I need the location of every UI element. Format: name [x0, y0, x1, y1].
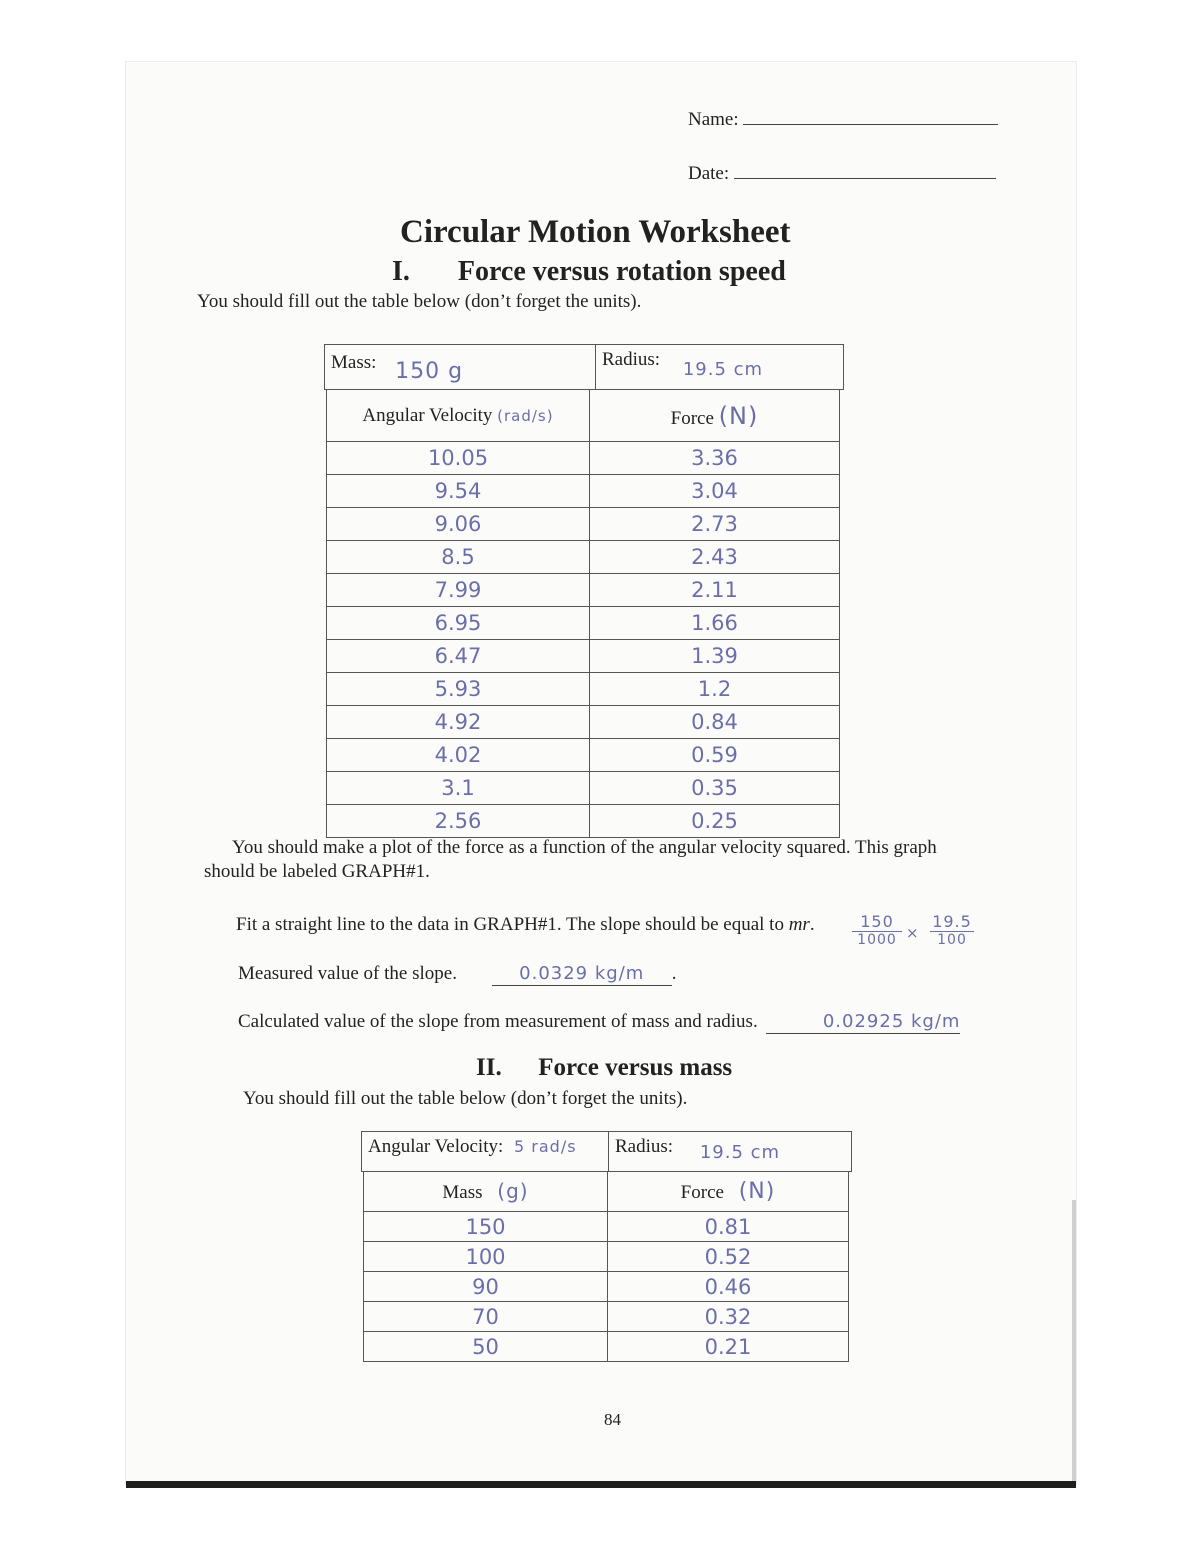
date-line	[734, 160, 996, 179]
table-cell: 0.81	[608, 1212, 849, 1242]
section-2-numeral: II.	[476, 1054, 502, 1081]
table-row	[364, 1272, 849, 1302]
table-row	[364, 1332, 849, 1362]
page-edge-shadow	[1072, 1200, 1076, 1485]
mass-value: 150 g	[395, 359, 464, 384]
table-cell: 100	[364, 1242, 608, 1272]
table-cell: 0.25	[590, 805, 840, 838]
table-row	[327, 739, 840, 772]
table-row	[364, 1212, 849, 1242]
table-1-params	[324, 344, 844, 390]
table-row	[364, 1242, 849, 1272]
fit-text: Fit a straight line to the data in GRAPH#1. The slope should be equal to	[236, 914, 784, 935]
table-cell: 2.43	[590, 541, 840, 574]
col-mass-unit: (g)	[497, 1179, 529, 1203]
name-label: Name:	[688, 109, 739, 130]
table-row	[327, 475, 840, 508]
measured-line	[492, 963, 672, 986]
col-force-2	[608, 1172, 849, 1212]
fit-formula: mr	[788, 914, 810, 935]
section-1-instruction: You should fill out the table below (don’t forget the units).	[197, 291, 642, 312]
av-label: Angular Velocity:	[368, 1136, 504, 1157]
radius-cell-2	[609, 1132, 852, 1172]
col-force-2-unit: (N)	[738, 1179, 776, 1204]
table-cell: 0.52	[608, 1242, 849, 1272]
measured-value: 0.0329 kg/m	[519, 963, 645, 984]
calc-times: ×	[906, 924, 920, 942]
table-row	[327, 805, 840, 838]
table-cell: 6.95	[327, 607, 590, 640]
col-force-2-label: Force	[680, 1182, 724, 1203]
table-cell: 1.39	[590, 640, 840, 673]
table-cell: 150	[364, 1212, 608, 1242]
table-cell: 5.93	[327, 673, 590, 706]
table-cell: 1.2	[590, 673, 840, 706]
table-row	[327, 574, 840, 607]
section-2-title: Force versus mass	[538, 1054, 733, 1081]
table-cell: 7.99	[327, 574, 590, 607]
date-field	[688, 160, 996, 185]
section-1-numeral: I.	[392, 256, 410, 287]
col-angular-velocity-label: Angular Velocity	[362, 404, 493, 426]
table-cell: 2.73	[590, 508, 840, 541]
table-cell: 9.54	[327, 475, 590, 508]
table-row	[327, 640, 840, 673]
table-row	[327, 607, 840, 640]
table-cell: 50	[364, 1332, 608, 1362]
table-cell: 4.92	[327, 706, 590, 739]
table-2-data	[363, 1171, 849, 1362]
table-cell: 70	[364, 1302, 608, 1332]
calc-num-1: 150	[852, 912, 902, 932]
angular-velocity-cell	[362, 1132, 609, 1172]
table-cell: 0.35	[590, 772, 840, 805]
page-title: Circular Motion Worksheet	[400, 214, 791, 250]
table-cell: 90	[364, 1272, 608, 1302]
table-row	[327, 508, 840, 541]
measured-label: Measured value of the slope.	[238, 963, 457, 984]
table-cell: 4.02	[327, 739, 590, 772]
calculated-value: 0.02925 kg/m	[822, 1011, 961, 1032]
mass-label: Mass:	[331, 352, 377, 373]
table-row	[327, 541, 840, 574]
name-field	[688, 106, 998, 131]
calc-den-1: 1000	[857, 932, 897, 948]
table-cell: 0.84	[590, 706, 840, 739]
table-cell: 0.59	[590, 739, 840, 772]
calculated-label: Calculated value of the slope from measurement of mass and radius.	[238, 1011, 758, 1032]
table-row	[364, 1302, 849, 1332]
calc-den-2: 100	[937, 932, 967, 948]
name-line	[743, 106, 998, 125]
section-2-instruction: You should fill out the table below (don’t forget the units).	[243, 1088, 688, 1109]
calc-fraction-1	[852, 912, 902, 948]
table-row	[327, 673, 840, 706]
table-cell: 0.32	[608, 1302, 849, 1332]
table-row	[327, 706, 840, 739]
table-cell: 1.66	[590, 607, 840, 640]
col-mass-label: Mass	[442, 1182, 483, 1203]
col-force-label: Force	[670, 407, 714, 429]
calculated-slope-row	[238, 1011, 960, 1034]
radius-value-2: 19.5 cm	[699, 1142, 781, 1163]
page-bottom-edge	[126, 1481, 1076, 1488]
table-cell: 6.47	[327, 640, 590, 673]
date-label: Date:	[688, 163, 730, 184]
fit-instruction: Fit a straight line to the data in GRAPH#1. The slope should be equal to mr.	[236, 914, 815, 935]
table-row	[327, 772, 840, 805]
radius-cell	[596, 345, 844, 390]
table-cell: 8.5	[327, 541, 590, 574]
radius-label-2: Radius:	[615, 1136, 674, 1157]
calc-num-2: 19.5	[930, 912, 974, 932]
table-cell: 2.56	[327, 805, 590, 838]
table-cell: 3.36	[590, 442, 840, 475]
col-angular-velocity-unit: (rad/s)	[497, 406, 554, 425]
col-force-unit: (N)	[718, 401, 759, 430]
calc-fraction-2	[930, 912, 974, 948]
table-2-params	[361, 1131, 852, 1172]
table-1-data	[326, 389, 840, 838]
plot-instruction: You should make a plot of the force as a function of the angular velocity squared. This graph should be labeled GRAPH#1.	[204, 837, 937, 882]
table-cell: 3.04	[590, 475, 840, 508]
col-mass	[364, 1172, 608, 1212]
section-2-heading	[476, 1054, 732, 1082]
col-angular-velocity	[327, 390, 590, 442]
mass-cell	[325, 345, 596, 390]
radius-value: 19.5 cm	[682, 359, 764, 380]
av-value: 5 rad/s	[514, 1137, 577, 1156]
section-1-title: Force versus rotation speed	[457, 256, 786, 287]
table-cell: 9.06	[327, 508, 590, 541]
table-cell: 3.1	[327, 772, 590, 805]
table-cell: 0.46	[608, 1272, 849, 1302]
table-cell: 0.21	[608, 1332, 849, 1362]
col-force	[590, 390, 840, 442]
radius-label: Radius:	[602, 349, 661, 370]
page-number: 84	[604, 1410, 621, 1429]
measured-slope-row: Measured value of the slope. 0.0329 kg/m .	[238, 963, 677, 984]
table-cell: 10.05	[327, 442, 590, 475]
table-cell: 2.11	[590, 574, 840, 607]
calculated-line	[766, 1011, 960, 1034]
section-1-heading	[392, 256, 786, 288]
table-row	[327, 442, 840, 475]
